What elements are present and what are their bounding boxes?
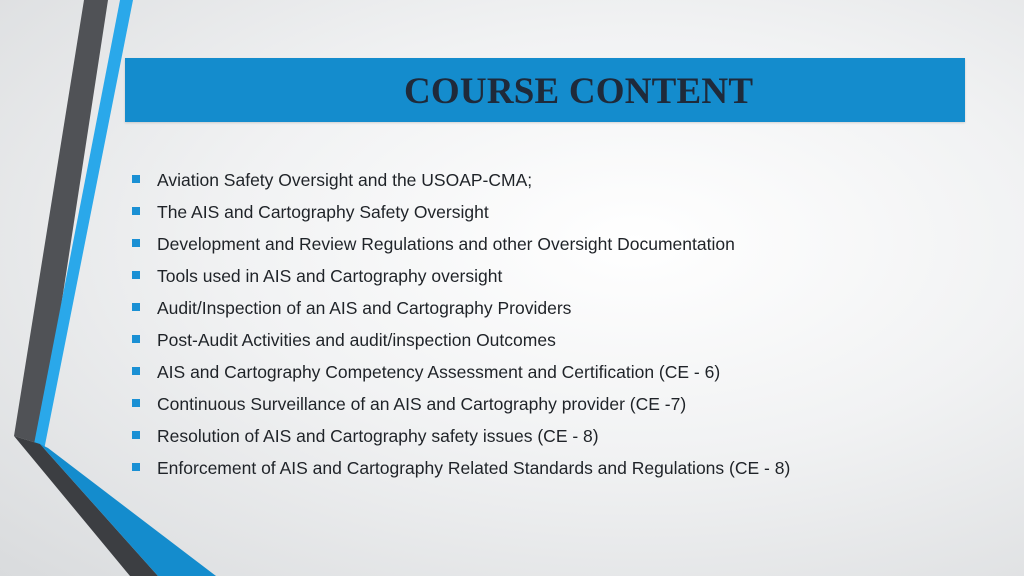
list-item [132,420,790,452]
list-item-text: Development and Review Regulations and other Oversight Documentation [157,234,735,254]
list-item [132,196,790,228]
square-bullet-icon [132,431,140,439]
slide-title: COURSE CONTENT [404,71,754,112]
course-content-list [132,164,790,484]
list-item [132,356,790,388]
list-item [132,324,790,356]
list-item-text: Enforcement of AIS and Cartography Related Standards and Regulations (CE - 8) [157,458,791,478]
square-bullet-icon [132,367,140,375]
square-bullet-icon [132,271,140,279]
square-bullet-icon [132,207,140,215]
dark-stripe-top [14,0,108,444]
list-item [132,164,790,196]
square-bullet-icon [132,463,140,471]
list-item-text: Audit/Inspection of an AIS and Cartography Providers [157,298,572,318]
list-item [132,452,790,484]
square-bullet-icon [132,303,140,311]
list-item-text: Post-Audit Activities and audit/inspection Outcomes [157,330,556,350]
square-bullet-icon [132,175,140,183]
list-item [132,292,790,324]
list-item-text: Continuous Surveillance of an AIS and Cartography provider (CE -7) [157,394,687,414]
square-bullet-icon [132,335,140,343]
list-item-text: Tools used in AIS and Cartography oversight [157,266,503,286]
list-item [132,228,790,260]
list-item-text: The AIS and Cartography Safety Oversight [157,202,489,222]
list-item-text: Resolution of AIS and Cartography safety issues (CE - 8) [157,426,599,446]
square-bullet-icon [132,399,140,407]
list-item [132,260,790,292]
list-item [132,388,790,420]
square-bullet-icon [132,239,140,247]
list-item-text: Aviation Safety Oversight and the USOAP-CMA; [157,170,533,190]
list-item-text: AIS and Cartography Competency Assessment and Certification (CE - 6) [157,362,721,382]
